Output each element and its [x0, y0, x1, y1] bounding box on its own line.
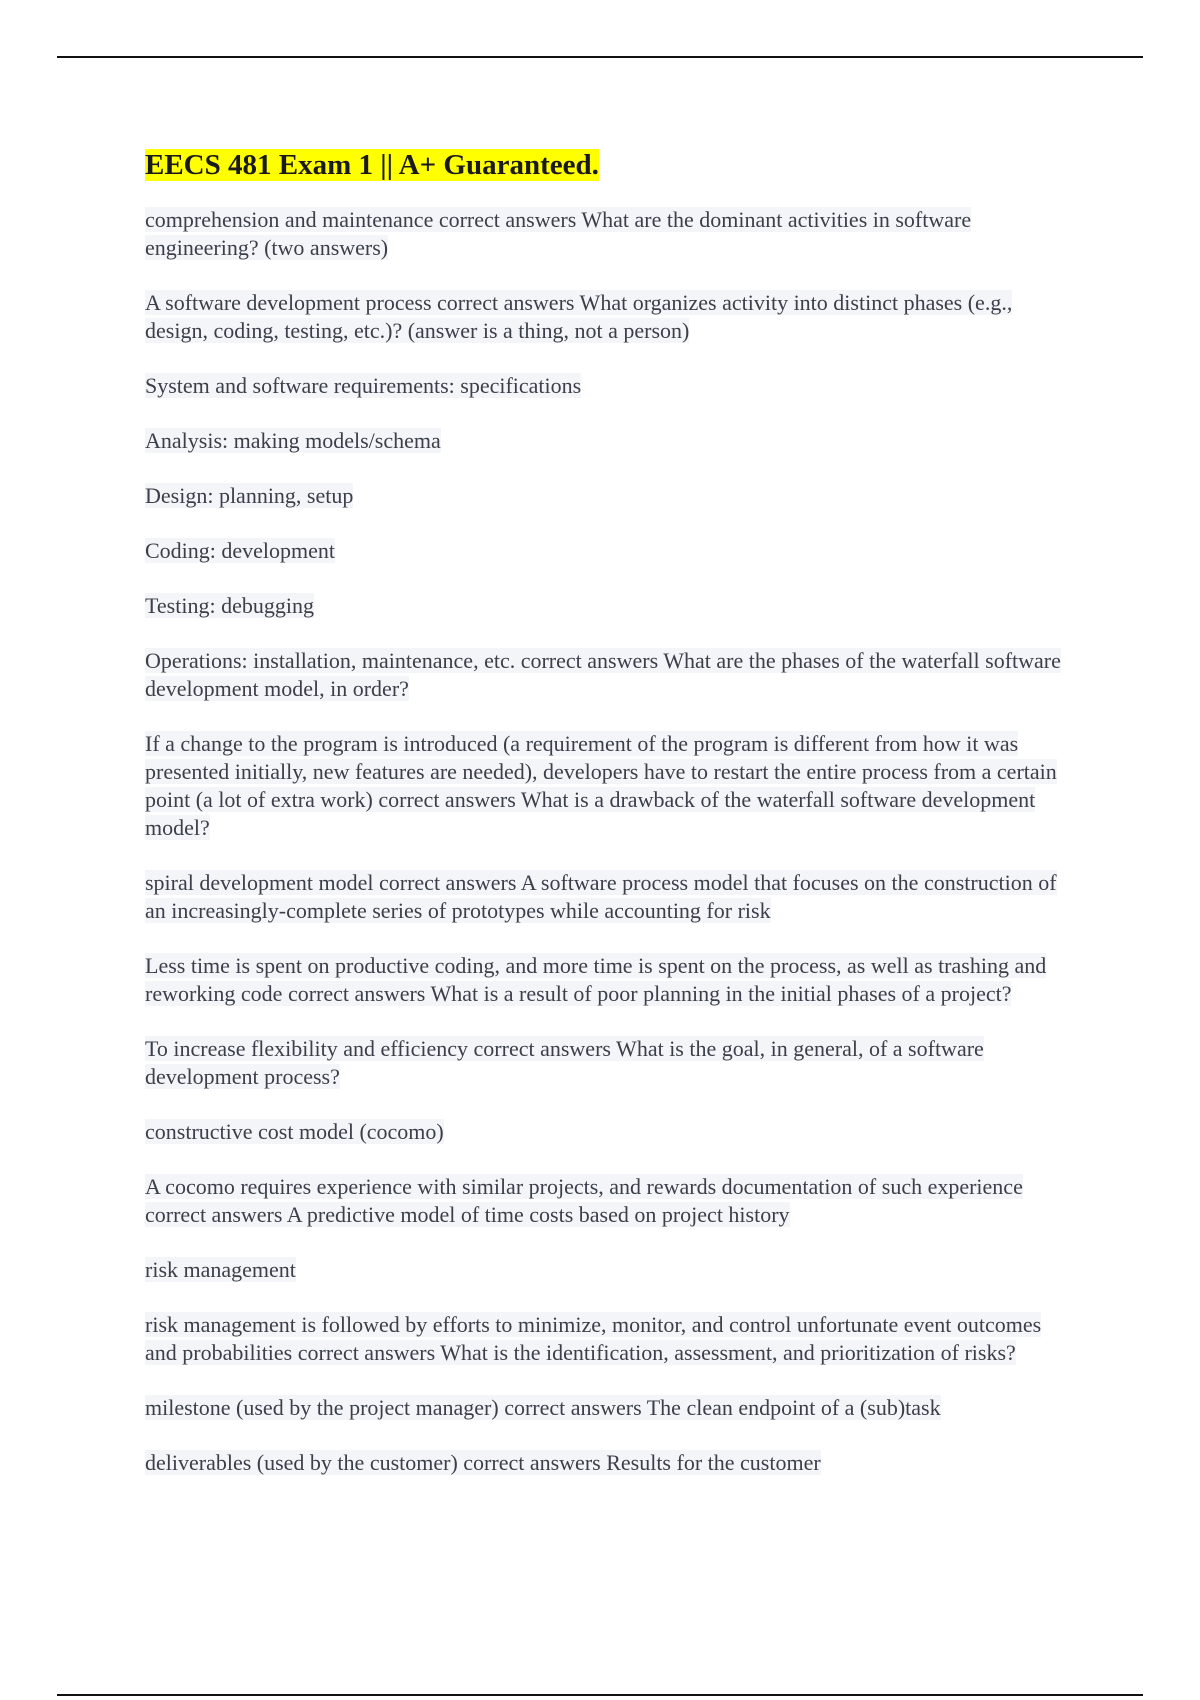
qa-item: Less time is spent on productive coding, and more time is spent on the process, as well as trashing and reworking code correct answers What is a result of poor planning in the initial phases of a project? — [145, 953, 1047, 1006]
qa-item: spiral development model correct answers A software process model that focuses on the construction of an increasingly-complete series of prototypes while accounting for risk — [145, 870, 1057, 923]
qa-item: constructive cost model (cocomo) — [145, 1119, 444, 1144]
qa-item: Analysis: making models/schema — [145, 428, 441, 453]
qa-item: risk management — [145, 1257, 296, 1282]
qa-item: To increase flexibility and efficiency correct answers What is the goal, in general, of a software development process? — [145, 1036, 984, 1089]
qa-item: A cocomo requires experience with similar projects, and rewards documentation of such experience correct answers A predictive model of time costs based on project history — [145, 1174, 1023, 1227]
qa-item: comprehension and maintenance correct answers What are the dominant activities in software engineering? (two answers) — [145, 207, 972, 260]
qa-item: Coding: development — [145, 538, 336, 563]
qa-item: Testing: debugging — [145, 593, 314, 618]
title-highlight: EECS 481 Exam 1 || A+ Guaranteed. — [145, 149, 599, 181]
bottom-rule — [57, 1694, 1143, 1696]
qa-item: risk management is followed by efforts to minimize, monitor, and control unfortunate event outcomes and probabilities correct answers What is the identification, assessment, and prioritization of risks? — [145, 1312, 1042, 1365]
qa-item: deliverables (used by the customer) correct answers Results for the customer — [145, 1450, 821, 1475]
qa-item: Design: planning, setup — [145, 483, 354, 508]
qa-item: If a change to the program is introduced (a requirement of the program is different from how it was presented initially, new features are needed), developers have to restart the entire process from a certain point (a lot of extra work) correct answers What is a drawback of the waterfall software development model? — [145, 731, 1057, 840]
qa-item: A software development process correct answers What organizes activity into distinct phases (e.g., design, coding, testing, etc.)? (answer is a thing, not a person) — [145, 290, 1013, 343]
document-title — [145, 146, 1075, 184]
top-rule — [57, 56, 1143, 58]
qa-item: milestone (used by the project manager) correct answers The clean endpoint of a (sub)task — [145, 1395, 941, 1420]
qa-item: System and software requirements: specifications — [145, 373, 582, 398]
qa-item: Operations: installation, maintenance, etc. correct answers What are the phases of the waterfall software development model, in order? — [145, 648, 1061, 701]
document-body — [145, 146, 1075, 1504]
